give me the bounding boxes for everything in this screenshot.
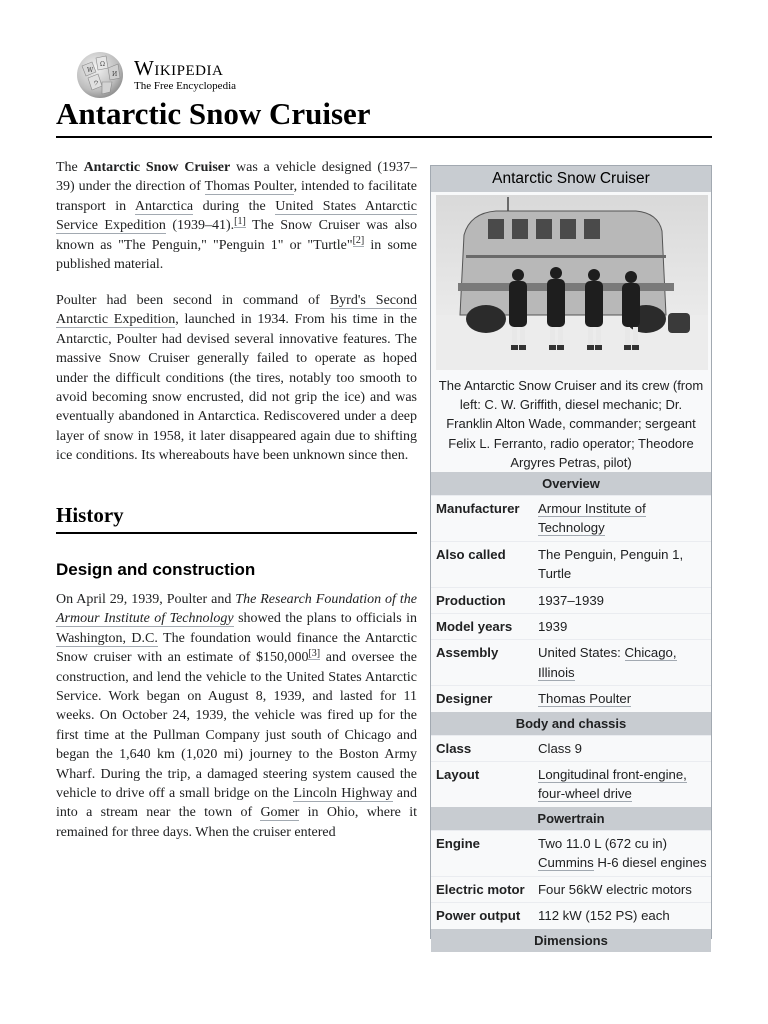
history-paragraph: On April 29, 1939, Poulter and The Research Foundation of the Armour Institute of Technology showed the plans to officials in Washington, D.C. The foundation would finance the Antarctic Snow cruiser with an estimate of $150,000[3] and oversee the construction, and lend the vehicle to the United States Antarctic Service. Work began on August 8, 1939, and lasted for 11 weeks. On October 24, 1939, the vehicle was fired up for the first time at the Pullman Company just south of Chicago and began the 1,640 km (1,020 mi) journey to the Boston Army Wharf. During the trip, a damaged steering system caused the vehicle to drive off a small bridge on the Lincoln Highway and into a stream near the town of Gomer in Ohio, where it remained for three days. When the cruiser entered [56, 592, 418, 840]
link-layout[interactable]: Longitudinal front-engine, four-wheel drive [538, 767, 687, 802]
row-layout: Layout Longitudinal front-engine, four-wheel drive [431, 761, 711, 807]
bold-subject: Antarctic Snow Cruiser [83, 160, 231, 175]
page-title: Antarctic Snow Cruiser [56, 96, 371, 131]
history-divider [56, 532, 417, 534]
section-powertrain: Powertrain [431, 807, 711, 830]
row-electric-motor: Electric motor Four 56kW electric motors [431, 876, 711, 902]
link-cummins[interactable]: Cummins [538, 855, 594, 871]
link-lincoln-highway[interactable]: Lincoln Highway [293, 786, 393, 802]
row-power-output: Power output 112 kW (152 PS) each [431, 902, 711, 928]
row-model-years: Model years 1939 [431, 613, 711, 639]
snow-cruiser-photo[interactable] [436, 195, 708, 370]
row-production: Production 1937–1939 [431, 587, 711, 613]
infobox-caption: The Antarctic Snow Cruiser and its crew (from left: C. W. Griffith, diesel mechanic; Dr. Franklin Alton Wade, commander; sergeant Felix L. Ferranto, radio operator; Theodore Argyres Petras, pilot) [438, 378, 704, 470]
row-designer: Designer Thomas Poulter [431, 685, 711, 711]
section-overview: Overview [431, 472, 711, 495]
design-construction-heading: Design and construction [56, 560, 256, 579]
infobox-title: Antarctic Snow Cruiser [431, 166, 711, 192]
intro-paragraph-2: Poulter had been second in command of Byrd's Second Antarctic Expedition, launched in 1934. From his time in the Antarctic, Poulter had devised several innovative features. The massive Snow Cruiser generally failed to operate as hoped under the difficult conditions (the tires, notably too smooth to avoid becoming snow encrusted, did not grip the ice) and was eventually abandoned in Antarctica. Rediscovered under a deep layer of snow in 1958, it later disappeared again due to shifting ice conditions. Its whereabouts have been unknown since then. [56, 293, 418, 464]
reference-1[interactable]: [1] [234, 215, 246, 227]
wikipedia-logo[interactable] [74, 50, 274, 100]
wikipedia-wordmark: Wikipedia [134, 56, 224, 80]
svg-text:И: И [112, 71, 118, 78]
link-chicago-illinois[interactable]: Chicago, Illinois [538, 645, 677, 680]
row-assembly: Assembly United States: Chicago, Illinois [431, 639, 711, 685]
link-washington-dc[interactable]: Washington, D.C. [56, 630, 158, 646]
row-engine: Engine Two 11.0 L (672 cu in) Cummins H-6 diesel engines [431, 830, 711, 876]
section-dimensions: Dimensions [431, 929, 711, 952]
link-antarctica[interactable]: Antarctica [134, 198, 194, 214]
link-designer-poulter[interactable]: Thomas Poulter [538, 691, 632, 707]
link-byrds-second-expedition[interactable]: Byrd's Second Antarctic Expedition [56, 293, 418, 328]
svg-text:W: W [87, 67, 94, 74]
wikipedia-globe-icon [74, 50, 126, 100]
svg-text:ウ: ウ [93, 80, 100, 87]
link-armour-institute-infobox[interactable]: Armour Institute of Technology [538, 501, 646, 536]
link-gomer[interactable]: Gomer [260, 805, 300, 821]
svg-text:Ω: Ω [100, 61, 105, 68]
infobox [430, 165, 712, 948]
link-thomas-poulter[interactable]: Thomas Poulter [204, 179, 294, 195]
link-armour-institute[interactable]: Armour Institute of Technology [56, 611, 234, 627]
reference-3[interactable]: [3] [308, 647, 321, 659]
reference-2[interactable]: [2] [352, 234, 365, 246]
history-heading: History [56, 503, 124, 527]
row-class: Class Class 9 [431, 735, 711, 761]
link-us-antarctic-service-expedition[interactable]: United States Antarctic Service Expedition [56, 198, 418, 234]
section-body-chassis: Body and chassis [431, 712, 711, 735]
intro-paragraph-1: The Antarctic Snow Cruiser was a vehicle designed (1937–39) under the direction of Thomas Poulter, intended to facilitate transport in Antarctica during the United States Antarctic Service Expedition (1939–41).[1] The Snow Cruiser was also known as "The Penguin," "Penguin 1" or "Turtle"[2] in some published material. [56, 160, 418, 273]
wikipedia-tagline: The Free Encyclopedia [134, 80, 237, 92]
row-manufacturer: Manufacturer Armour Institute of Technology [431, 495, 711, 541]
row-also-called: Also called The Penguin, Penguin 1, Turtle [431, 541, 711, 587]
title-divider [56, 136, 712, 138]
